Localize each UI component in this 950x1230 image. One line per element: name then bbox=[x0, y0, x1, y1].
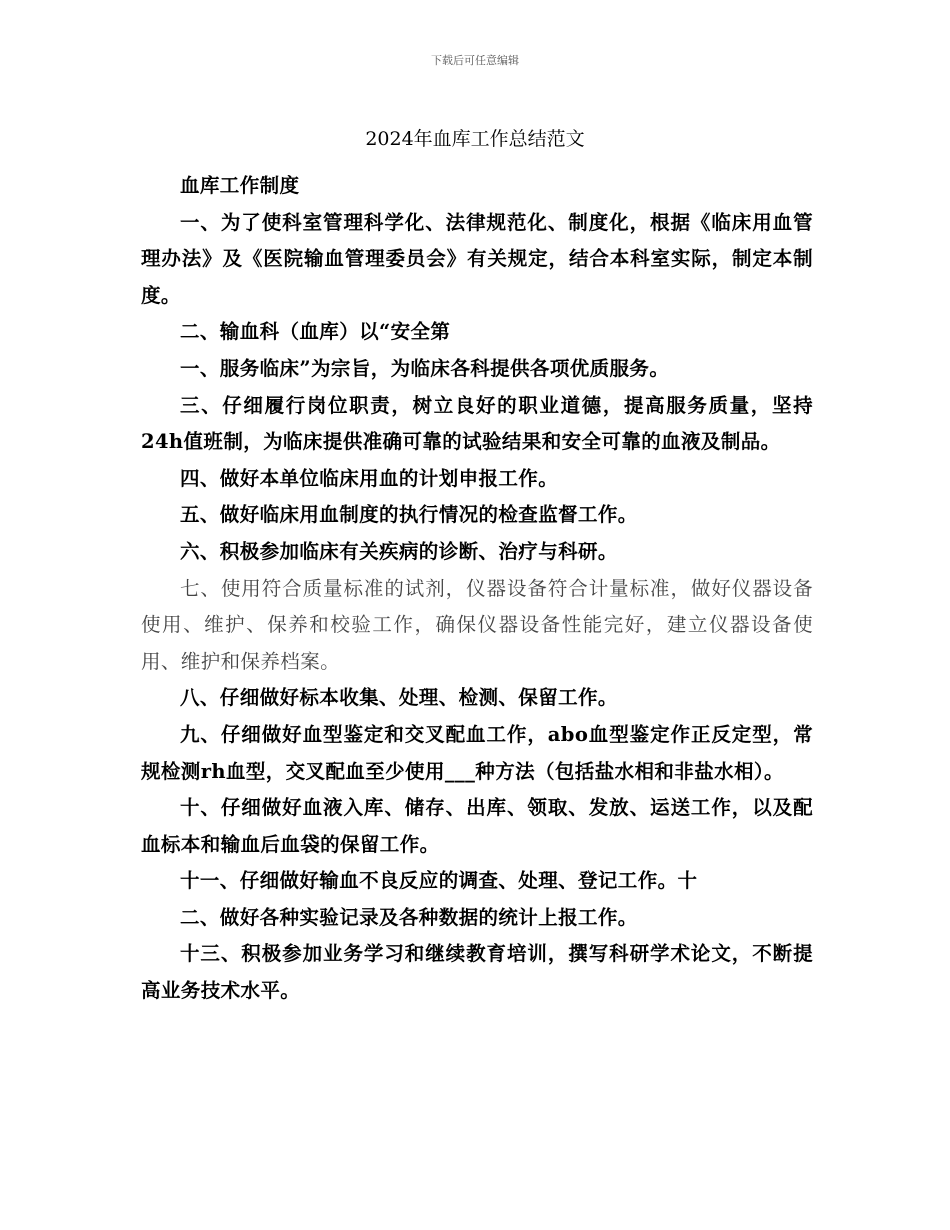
paragraph: 十三、积极参加业务学习和继续教育培训，撰写科研学术论文，不断提高业务技术水平。 bbox=[141, 942, 813, 1003]
paragraph: 八、仔细做好标本收集、处理、检测、保留工作。 bbox=[180, 686, 618, 710]
paragraph: 九、仔细做好血型鉴定和交叉配血工作，abo血型鉴定作正反定型，常规检测rh血型，交叉配血至少使用___种方法（包括盐水相和非盐水相）。 bbox=[141, 722, 813, 783]
paragraph: 一、服务临床”为宗旨，为临床各科提供各项优质服务。 bbox=[180, 356, 670, 380]
paragraph: 十、仔细做好血液入库、储存、出库、领取、发放、运送工作，以及配血标本和输血后血袋的保留工作。 bbox=[141, 796, 813, 856]
document-body bbox=[141, 168, 813, 1010]
paragraph: 六、积极参加临床有关疾病的诊断、治疗与科研。 bbox=[180, 539, 618, 563]
paragraph: 十一、仔细做好输血不良反应的调查、处理、登记工作。十 bbox=[180, 869, 698, 893]
paragraph: 二、输血科（血库）以“安全第 bbox=[180, 320, 451, 344]
page-header-note: 下载后可任意编辑 bbox=[431, 54, 519, 67]
document-title: 2024年血库工作总结范文 bbox=[365, 128, 585, 150]
paragraph: 二、做好各种实验记录及各种数据的统计上报工作。 bbox=[180, 905, 638, 929]
section-heading: 血库工作制度 bbox=[180, 174, 300, 197]
paragraph: 五、做好临床用血制度的执行情况的检查监督工作。 bbox=[180, 503, 638, 527]
paragraph: 七、使用符合质量标准的试剂，仪器设备符合计量标准，做好仪器设备使用、维护、保养和校验工作，确保仪器设备性能完好，建立仪器设备使用、维护和保养档案。 bbox=[141, 576, 813, 673]
paragraph: 三、仔细履行岗位职责，树立良好的职业道德，提高服务质量，坚持24h值班制，为临床提供准确可靠的试验结果和安全可靠的血液及制品。 bbox=[141, 393, 813, 454]
paragraph: 一、为了使科室管理科学化、法律规范化、制度化，根据《临床用血管理办法》及《医院输血管理委员会》有关规定，结合本科室实际，制定本制度。 bbox=[141, 210, 813, 307]
paragraph: 四、做好本单位临床用血的计划申报工作。 bbox=[180, 466, 559, 490]
